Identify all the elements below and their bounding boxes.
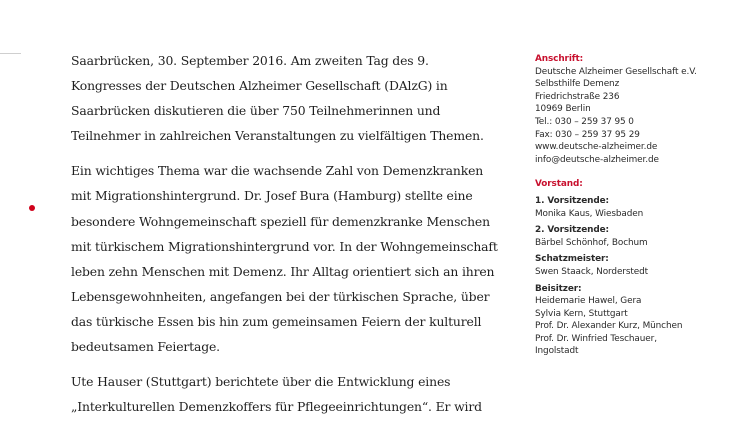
paragraph-2: Ein wichtiges Thema war die wachsende Zahl von Demenzkranken mit Migrationshintergrund. Dr. Josef Bura (Hamburg) stellte eine besondere Wohngemeinschaft speziell für demenzkranke Menschen mit türkischem Migrationshintergrund vor. In der Wohngemeinschaft leben zehn Menschen mit Demenz. Ihr Alltag orientiert sich an ihren Lebensgewohnheiten, angefangen bei der türkischen Sprache, über das türkische Essen bis hin zum gemeinsamen Feiern der kulturell bedeutsamen Feiertage.: [71, 163, 498, 355]
board-role-chair: [535, 195, 740, 220]
address-line-website: www.deutsche-alzheimer.de: [535, 142, 658, 153]
address-line-city: 10969 Berlin: [535, 104, 591, 115]
board-role-treasurer: [535, 253, 740, 278]
board-role-assessors: [535, 283, 740, 359]
role-label: Schatzmeister:: [535, 254, 609, 265]
paragraph-1: Saarbrücken, 30. September 2016. Am zweiten Tag des 9. Kongresses der Deutschen Alzheimer Gesellschaft (DAlzG) in Saarbrücken diskutieren die über 750 Teilnehmerinnen und Teilnehmer in zahlreichen Veranstaltungen zu vielfältigen Themen.: [71, 53, 484, 144]
paragraph-3: Ute Hauser (Stuttgart) berichtete über die Entwicklung eines „Interkulturellen Demenzkoffers für Pflegeeinrichtungen“. Er wird: [71, 374, 482, 415]
role-label: Beisitzer:: [535, 283, 582, 294]
role-member: Swen Staack, Norderstedt: [535, 266, 649, 277]
address-line-street: Friedrichstraße 236: [535, 91, 620, 102]
role-member: Bärbel Schönhof, Bochum: [535, 237, 648, 248]
role-member: Sylvia Kern, Stuttgart: [535, 308, 628, 319]
address-line-subtitle: Selbsthilfe Demenz: [535, 79, 620, 90]
address-line-fax: Fax: 030 – 259 37 95 29: [535, 129, 640, 140]
address-line-phone: Tel.: 030 – 259 37 95 0: [535, 116, 634, 127]
role-member: Prof. Dr. Winfried Teschauer,: [535, 333, 657, 344]
role-member: Heidemarie Hawel, Gera: [535, 296, 642, 307]
address-title: Anschrift:: [535, 54, 584, 64]
address-block: [535, 53, 740, 166]
role-member: Monika Kaus, Wiesbaden: [535, 208, 644, 219]
left-margin-rule: [0, 53, 21, 54]
board-title: Vorstand:: [535, 179, 583, 190]
role-label: 1. Vorsitzende:: [535, 195, 609, 206]
bullet-marker-icon: [29, 205, 35, 211]
address-line-org: Deutsche Alzheimer Gesellschaft e.V.: [535, 66, 697, 77]
contact-sidebar: [535, 53, 740, 370]
board-block: [535, 178, 740, 358]
role-member: Ingolstadt: [535, 346, 579, 357]
press-release-body: [71, 48, 501, 429]
role-label: 2. Vorsitzende:: [535, 225, 609, 236]
board-role-vice-chair: [535, 224, 740, 249]
address-line-email: info@deutsche-alzheimer.de: [535, 154, 659, 165]
role-member: Prof. Dr. Alexander Kurz, München: [535, 321, 683, 332]
